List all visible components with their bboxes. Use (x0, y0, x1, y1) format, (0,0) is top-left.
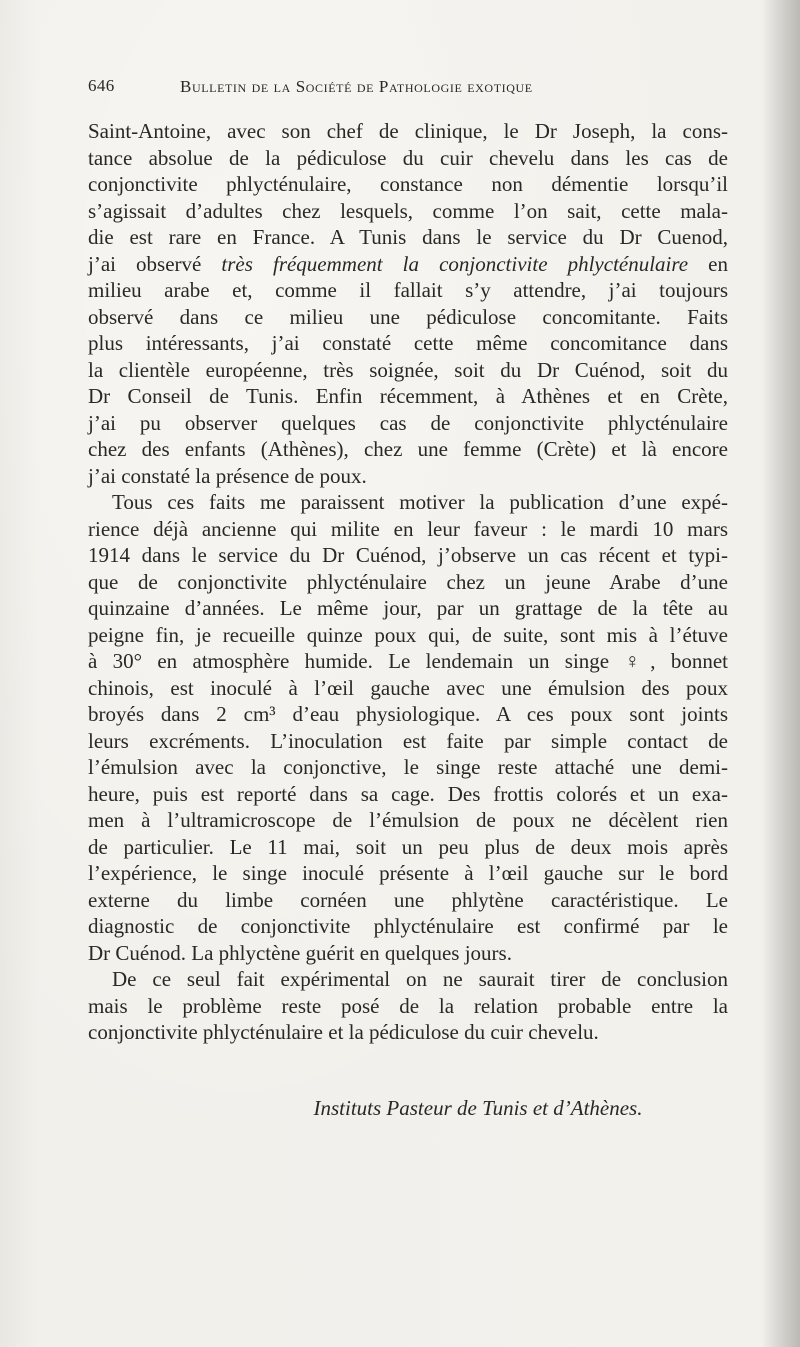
text-line: chez des enfants (Athènes), chez une femme (Crète) et là encore (88, 437, 728, 461)
text-line-italic: très fréquemment la conjonctivite phlycténulaire (221, 251, 689, 276)
page-edge-shadow (762, 0, 800, 1347)
text-line: die est rare en France. A Tunis dans le service du Dr Cuenod, (88, 225, 728, 249)
running-header (88, 76, 728, 100)
text-line: de particulier. Le 11 mai, soit un peu plus de deux mois après (88, 834, 728, 859)
text-line: que de conjonctivite phlycténulaire chez un jeune Arabe d’une (88, 569, 728, 594)
text-line: s’agissait d’adultes chez lesquels, comme l’on sait, cette mala- (88, 198, 728, 223)
text-line: Dr Conseil de Tunis. Enfin récemment, à Athènes et en Crète, (88, 384, 728, 408)
signature-affiliation: Instituts Pasteur de Tunis et d’Athènes. (313, 1096, 643, 1120)
text-line: j’ai constaté la présence de poux. (88, 463, 367, 488)
text-line: conjonctivite phlycténulaire, constance non démentie lorsqu’il (88, 172, 728, 196)
running-title: Bulletin de la Société de Pathologie exotique (180, 77, 533, 96)
text-line: De ce seul fait expérimental on ne saurait tirer de conclusion (112, 967, 728, 991)
text-line: à 30° en atmosphère humide. Le lendemain un singe ♀, bonnet (88, 649, 728, 673)
text-line: Tous ces faits me paraissent motiver la publication d’une expé- (112, 490, 728, 514)
text-line: heure, puis est reporté dans sa cage. Des frottis colorés et un exa- (88, 781, 728, 806)
text-line: observé dans ce milieu une pédiculose concomitante. Faits (88, 304, 728, 329)
text-line: j’ai pu observer quelques cas de conjonctivite phlycténulaire (88, 410, 728, 435)
page-number: 646 (88, 76, 115, 95)
text-line: la clientèle européenne, très soignée, soit du Dr Cuénod, soit du (88, 357, 728, 382)
text-line-part: en (688, 251, 728, 276)
text-line: quinzaine d’années. Le même jour, par un grattage de la tête au (88, 596, 728, 620)
text-line: diagnostic de conjonctivite phlycténulaire est confirmé par le (88, 914, 728, 938)
text-line: externe du limbe cornéen une phlytène caractéristique. Le (88, 887, 728, 912)
text-line: tance absolue de la pédiculose du cuir chevelu dans les cas de (88, 145, 728, 170)
text-line: plus intéressants, j’ai constaté cette même concomitance dans (88, 331, 728, 355)
text-line: peigne fin, je recueille quinze poux qui, de suite, sont mis à l’étuve (88, 622, 728, 647)
text-line: l’émulsion avec la conjonctive, le singe reste attaché une demi- (88, 755, 728, 779)
text-line: conjonctivite phlycténulaire et la pédiculose du cuir chevelu. (88, 1020, 599, 1044)
text-line: leurs excréments. L’inoculation est faite par simple contact de (88, 728, 728, 753)
article-body (88, 118, 728, 1046)
text-line: broyés dans 2 cm³ d’eau physiologique. A ces poux sont joints (88, 702, 728, 726)
text-line: 1914 dans le service du Dr Cuénod, j’observe un cas récent et typi- (88, 543, 728, 567)
text-line: mais le problème reste posé de la relation probable entre la (88, 993, 728, 1018)
text-line-part: j’ai observé (88, 251, 222, 276)
text-line: chinois, est inoculé à l’œil gauche avec une émulsion des poux (88, 675, 728, 700)
text-line: l’expérience, le singe inoculé présente à l’œil gauche sur le bord (88, 861, 728, 885)
text-line: milieu arabe et, comme il fallait s’y attendre, j’ai toujours (88, 278, 728, 302)
text-line: men à l’ultramicroscope de l’émulsion de poux ne décèlent rien (88, 808, 728, 832)
text-line: rience déjà ancienne qui milite en leur faveur : le mardi 10 mars (88, 516, 728, 541)
text-line: Dr Cuénod. La phlyctène guérit en quelques jours. (88, 940, 512, 965)
text-line (88, 251, 728, 278)
text-line: Saint-Antoine, avec son chef de clinique, le Dr Joseph, la cons- (88, 119, 728, 143)
